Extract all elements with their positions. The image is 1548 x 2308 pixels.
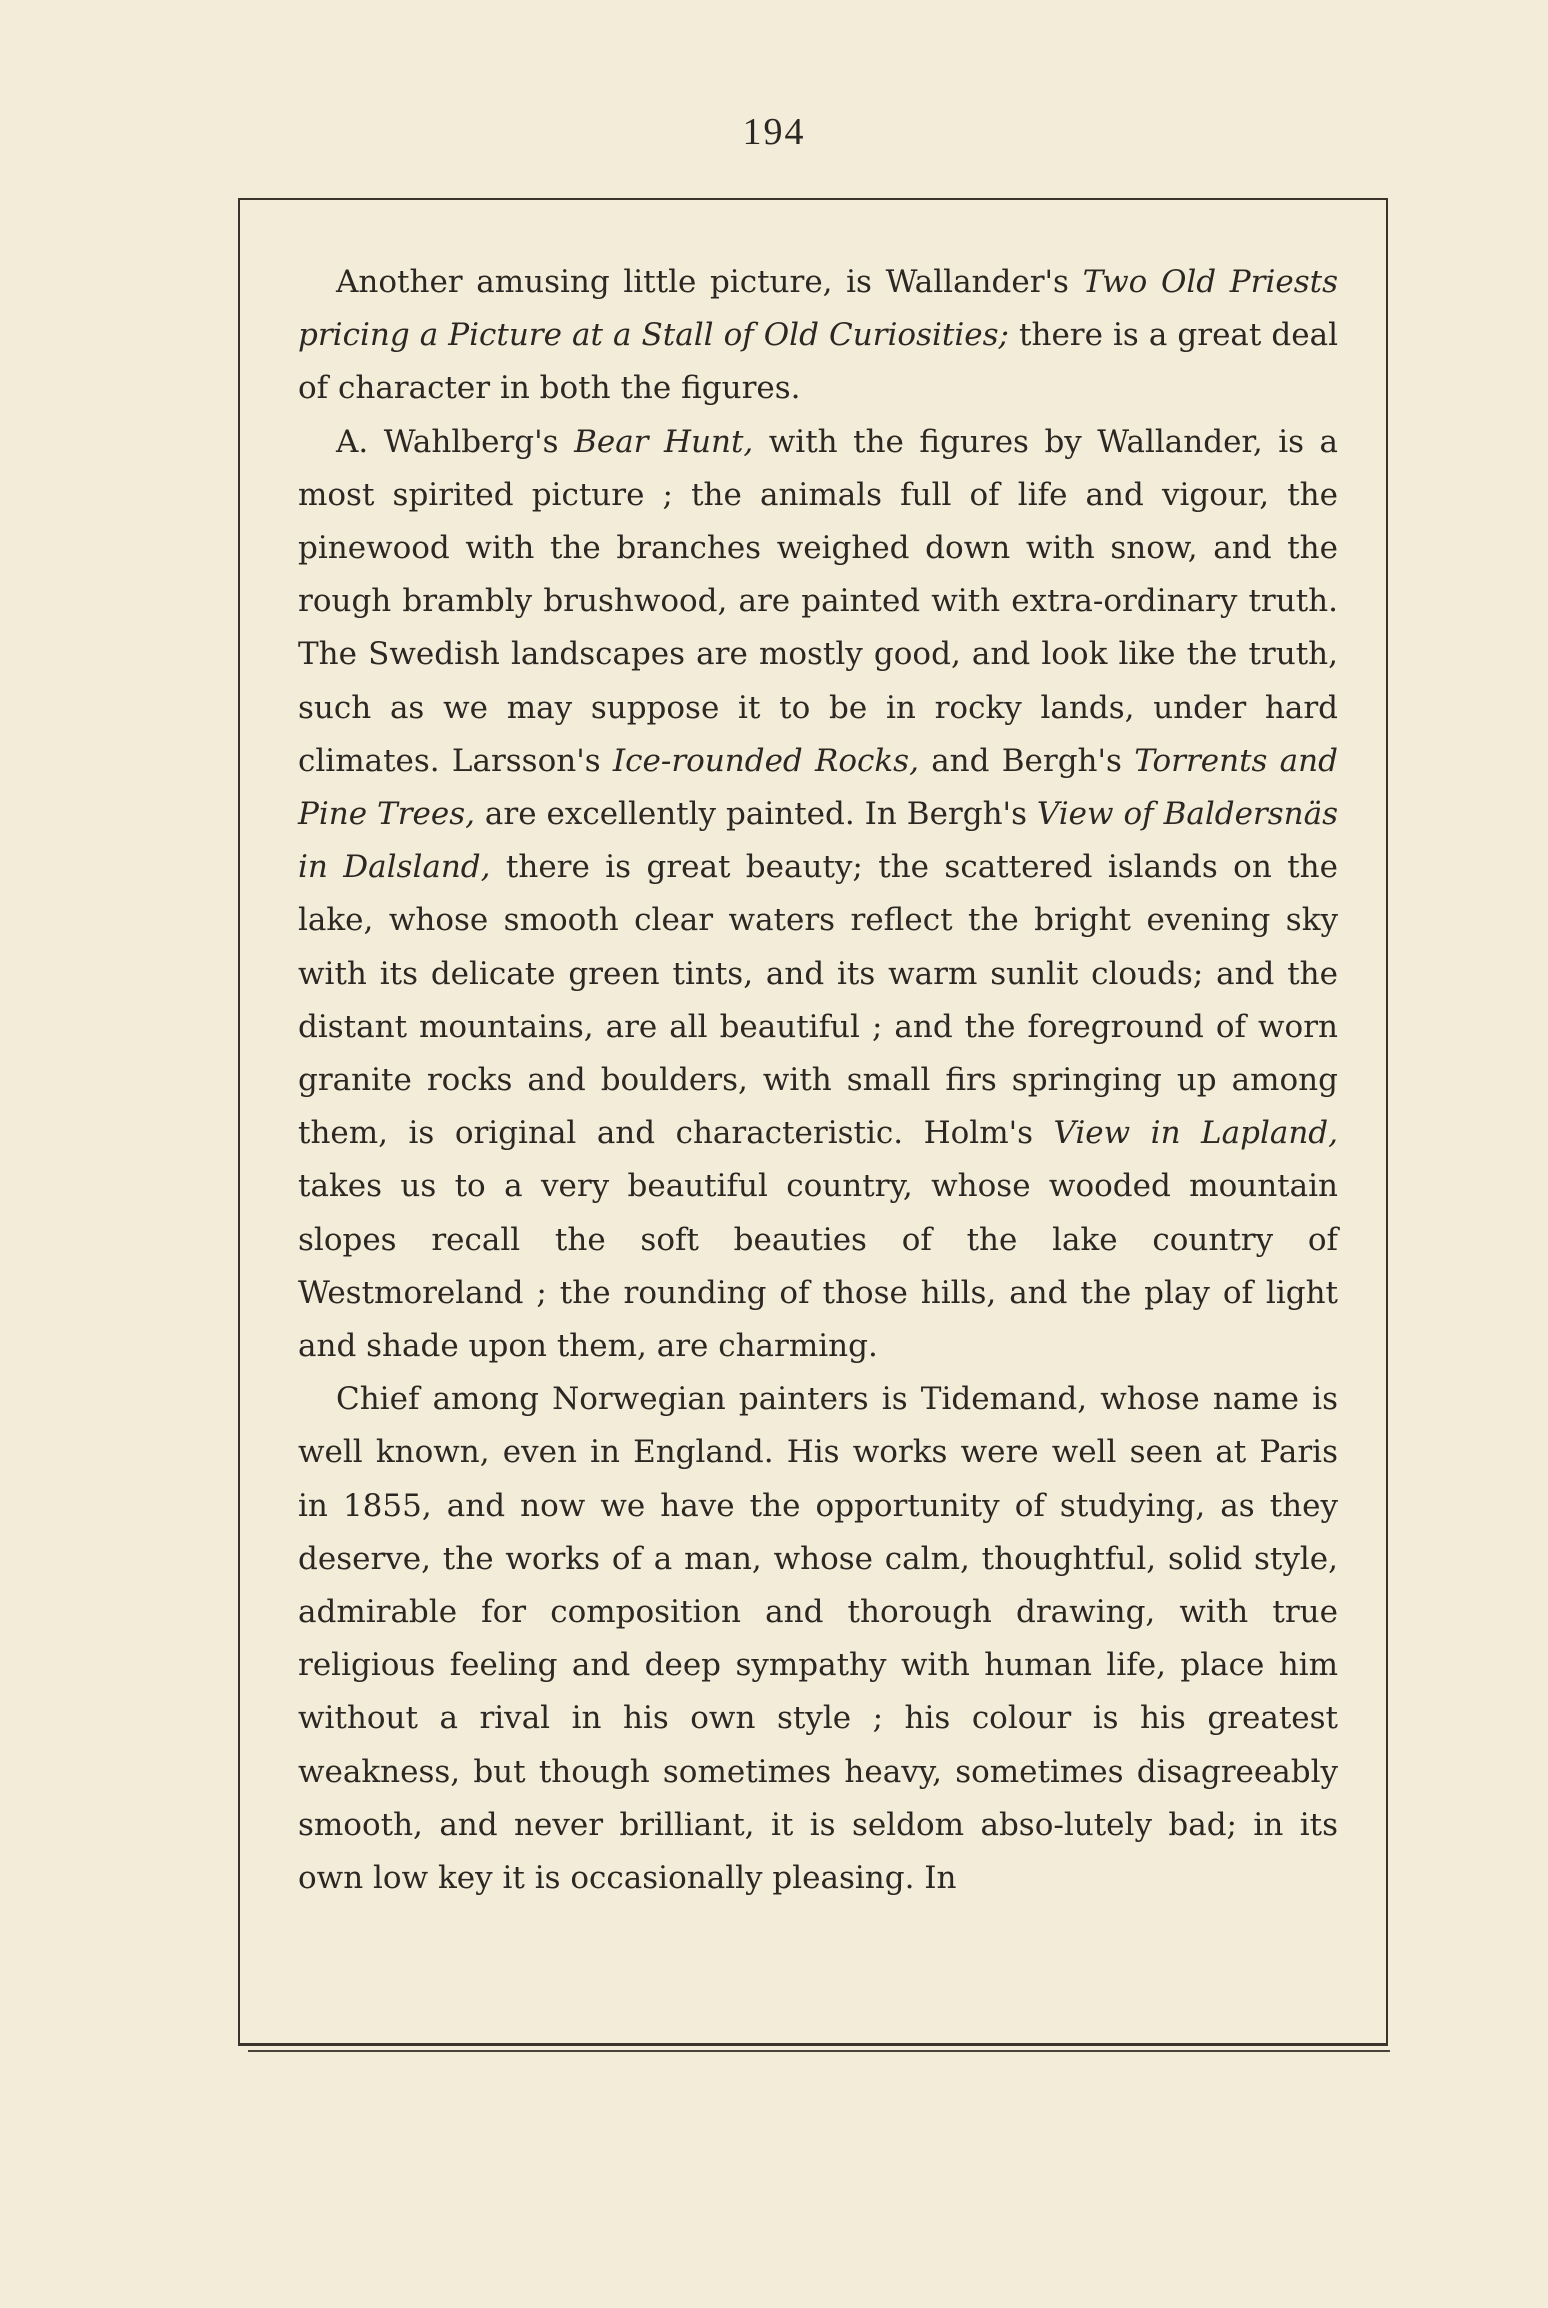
- text-segment: there is great beauty; the scattered islands on the lake, whose smooth clear waters reflect the bright evening sky with its delicate green tints, and its warm sunlit clouds; and the distant mountains, are all beautiful ; and the foreground of worn granite rocks and boulders, with small firs springing up among them, is original and characteristic. Holm's: [298, 849, 1338, 1152]
- page-number: 194: [742, 111, 806, 153]
- text-segment: A. Wahlberg's: [336, 423, 575, 460]
- artwork-title: Ice-rounded Rocks,: [612, 742, 919, 779]
- paragraph-wallander: [298, 256, 1338, 416]
- artwork-title: Bear Hunt,: [574, 423, 754, 460]
- text-segment: there is a great deal of character in both the figures.: [298, 317, 1339, 407]
- text-segment: and Bergh's: [918, 742, 1135, 779]
- text-segment: Chief among Norwegian painters is Tidemand, whose name is well known, even in England. His works were well seen at Paris in 1855, and now we have the opportunity of studying, as they deserve, the works of a man, whose calm, thoughtful, solid style, admirable for composition and thorough drawing, with true religious feeling and deep sympathy with human life, place him without a rival in his own style ; his colour is his greatest weakness, but though sometimes heavy, sometimes disagreeably smooth, and never brilliant, it is seldom abso-lutely bad; in its own low key it is occasionally pleasing. In: [298, 1381, 1338, 1897]
- artwork-title: View of Baldersnäs in Dalsland,: [298, 796, 1339, 886]
- body-text: [298, 256, 1338, 1905]
- frame-bottom-rule: [248, 2050, 1390, 2052]
- paragraph-swedish-landscapes: [298, 416, 1338, 1374]
- artwork-title: Torrents and Pine Trees,: [298, 742, 1338, 833]
- text-segment: takes us to a very beautiful country, whose wooded mountain slopes recall the soft beauties of the lake country of Westmoreland ; the rounding of those hills, and the play of light and shade upon them, are charming.: [298, 1168, 1338, 1365]
- artwork-title: View in Lapland,: [1053, 1115, 1338, 1152]
- text-segment: with the figures by Wallander, is a most spirited picture ; the animals full of life and vigour, the pinewood with the branches weighed down with snow, and the rough brambly brushwood, are painted with extra-ordinary truth. The Swedish landscapes are mostly good, and look like the truth, such as we may suppose it to be in rocky lands, under hard climates. Larsson's: [298, 423, 1338, 779]
- paragraph-tidemand: [298, 1373, 1338, 1905]
- text-segment: Another amusing little picture, is Wallander's: [336, 264, 1083, 300]
- text-segment: are excellently painted. In Bergh's: [474, 796, 1037, 833]
- artwork-title: Two Old Priests pricing a Picture at a Stall of Old Curiosities;: [298, 264, 1338, 354]
